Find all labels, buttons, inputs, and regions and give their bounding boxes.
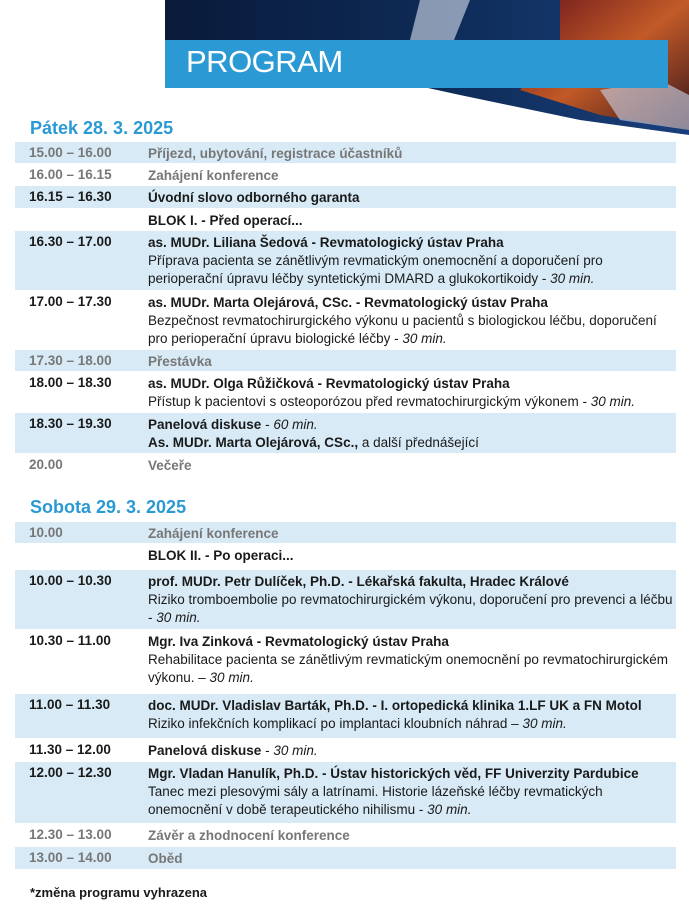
table-row: [15, 824, 676, 847]
banner-graphic: [0, 0, 689, 135]
row-time: 10.00: [29, 525, 63, 540]
table-row: [15, 209, 676, 231]
row-time: 12.00 – 12.30: [29, 765, 112, 780]
table-row: [15, 186, 676, 209]
table-row: [15, 694, 676, 739]
block-title: BLOK II. - Po operaci...: [148, 548, 294, 563]
row-time: 18.30 – 19.30: [29, 416, 112, 431]
row-time: 10.00 – 10.30: [29, 573, 112, 588]
row-time: 20.00: [29, 457, 63, 472]
row-description: Riziko tromboembolie po revmatochirurgickém výkonu, doporučení pro prevenci a léčbu - 30 min.: [148, 592, 673, 625]
row-title: Přestávka: [148, 354, 212, 369]
row-description: Přístup k pacientovi s osteoporózou před revmatochirurgickým výkonem - 30 min.: [148, 394, 635, 409]
row-time: 17.00 – 17.30: [29, 294, 112, 309]
row-title: Panelová diskuse: [148, 743, 262, 758]
footnote: *změna programu vyhrazena: [30, 885, 208, 900]
row-description: Bezpečnost revmatochirurgického výkonu u pacientů s biologickou léčbu, doporučení pro perioperační úpravu biologické léčby - 30 min.: [148, 313, 657, 346]
row-time: 18.00 – 18.30: [29, 375, 112, 390]
row-title: doc. MUDr. Vladislav Barták, Ph.D. - I. ortopedická klinika 1.LF UK a FN Motol: [148, 698, 642, 713]
table-row: [15, 164, 676, 186]
row-time: [15, 209, 148, 230]
row-title: Úvodní slovo odborného garanta: [148, 190, 360, 205]
banner-title: PROGRAM: [186, 44, 343, 79]
table-row: [15, 372, 676, 413]
schedule-friday: [15, 142, 676, 476]
row-time: 16.00 – 16.15: [29, 167, 112, 182]
row-title: Mgr. Iva Zinková - Revmatologický ústav Praha: [148, 634, 449, 649]
row-title: Večeře: [148, 458, 192, 473]
row-title: as. MUDr. Liliana Šedová - Revmatologický ústav Praha: [148, 235, 504, 250]
row-title: Zahájení konference: [148, 168, 279, 183]
table-row: [15, 291, 676, 350]
row-description: Tanec mezi plesovými sály a latrínami. Historie lázeňské léčby revmatických onemocnění v době terapeutického nihilismu - 30 min.: [148, 784, 603, 817]
row-time: 15.00 – 16.00: [29, 145, 112, 160]
row-title: Oběd: [148, 851, 183, 866]
table-row: [15, 231, 676, 291]
row-description: Příprava pacienta se zánětlivým revmatickým onemocnění a doporučení pro perioperační úpravu léčby syntetickými DMARD a glukokortikoidy - 30 min.: [148, 253, 603, 286]
row-description: Rehabilitace pacienta se zánětlivým revmatickým onemocnění po revmatochirurgickém výkonu. – 30 min.: [148, 652, 668, 685]
schedule-saturday: [15, 522, 676, 870]
row-title: Závěr a zhodnocení konference: [148, 828, 350, 843]
row-time: 13.00 – 14.00: [29, 850, 112, 865]
table-row: [15, 350, 676, 372]
table-row: 11.30 – 12.00 Panelová diskuse - 30 min.: [15, 739, 676, 762]
row-title: Mgr. Vladan Hanulík, Ph.D. - Ústav historických věd, FF Univerzity Pardubice: [148, 766, 639, 781]
header-banner: [0, 0, 689, 135]
row-time: 17.30 – 18.00: [29, 353, 112, 368]
row-title: prof. MUDr. Petr Dulíček, Ph.D. - Lékařská fakulta, Hradec Králové: [148, 574, 569, 589]
table-row: [15, 762, 676, 824]
row-time: 11.30 – 12.00: [29, 742, 111, 757]
row-description: Riziko infekčních komplikací po implantaci kloubních náhrad – 30 min.: [148, 716, 567, 731]
row-time: 16.15 – 16.30: [29, 189, 112, 204]
row-time: 12.30 – 13.00: [29, 827, 112, 842]
table-row: [15, 454, 676, 476]
row-time: [15, 544, 148, 569]
row-title: Zahájení konference: [148, 526, 279, 541]
table-row: [15, 570, 676, 630]
table-row: [15, 522, 676, 544]
table-row: [15, 413, 676, 454]
row-title: Příjezd, ubytování, registrace účastníků: [148, 146, 403, 161]
row-time: 11.00 – 11.30: [29, 697, 111, 712]
table-row: [15, 142, 676, 164]
row-time: 16.30 – 17.00: [29, 234, 112, 249]
table-row: [15, 544, 676, 570]
row-description: As. MUDr. Marta Olejárová, CSc., a další přednášející: [148, 435, 479, 450]
table-row: [15, 630, 676, 694]
day-title-friday: Pátek 28. 3. 2025: [30, 118, 174, 138]
row-title: as. MUDr. Marta Olejárová, CSc. - Revmatologický ústav Praha: [148, 295, 548, 310]
table-row: [15, 847, 676, 870]
row-time: 10.30 – 11.00: [29, 633, 111, 648]
day-title-saturday: Sobota 29. 3. 2025: [30, 497, 187, 517]
block-title: BLOK I. - Před operací...: [148, 213, 303, 228]
row-title: Panelová diskuse - 60 min.: [148, 417, 318, 432]
row-title: as. MUDr. Olga Růžičková - Revmatologický ústav Praha: [148, 376, 510, 391]
